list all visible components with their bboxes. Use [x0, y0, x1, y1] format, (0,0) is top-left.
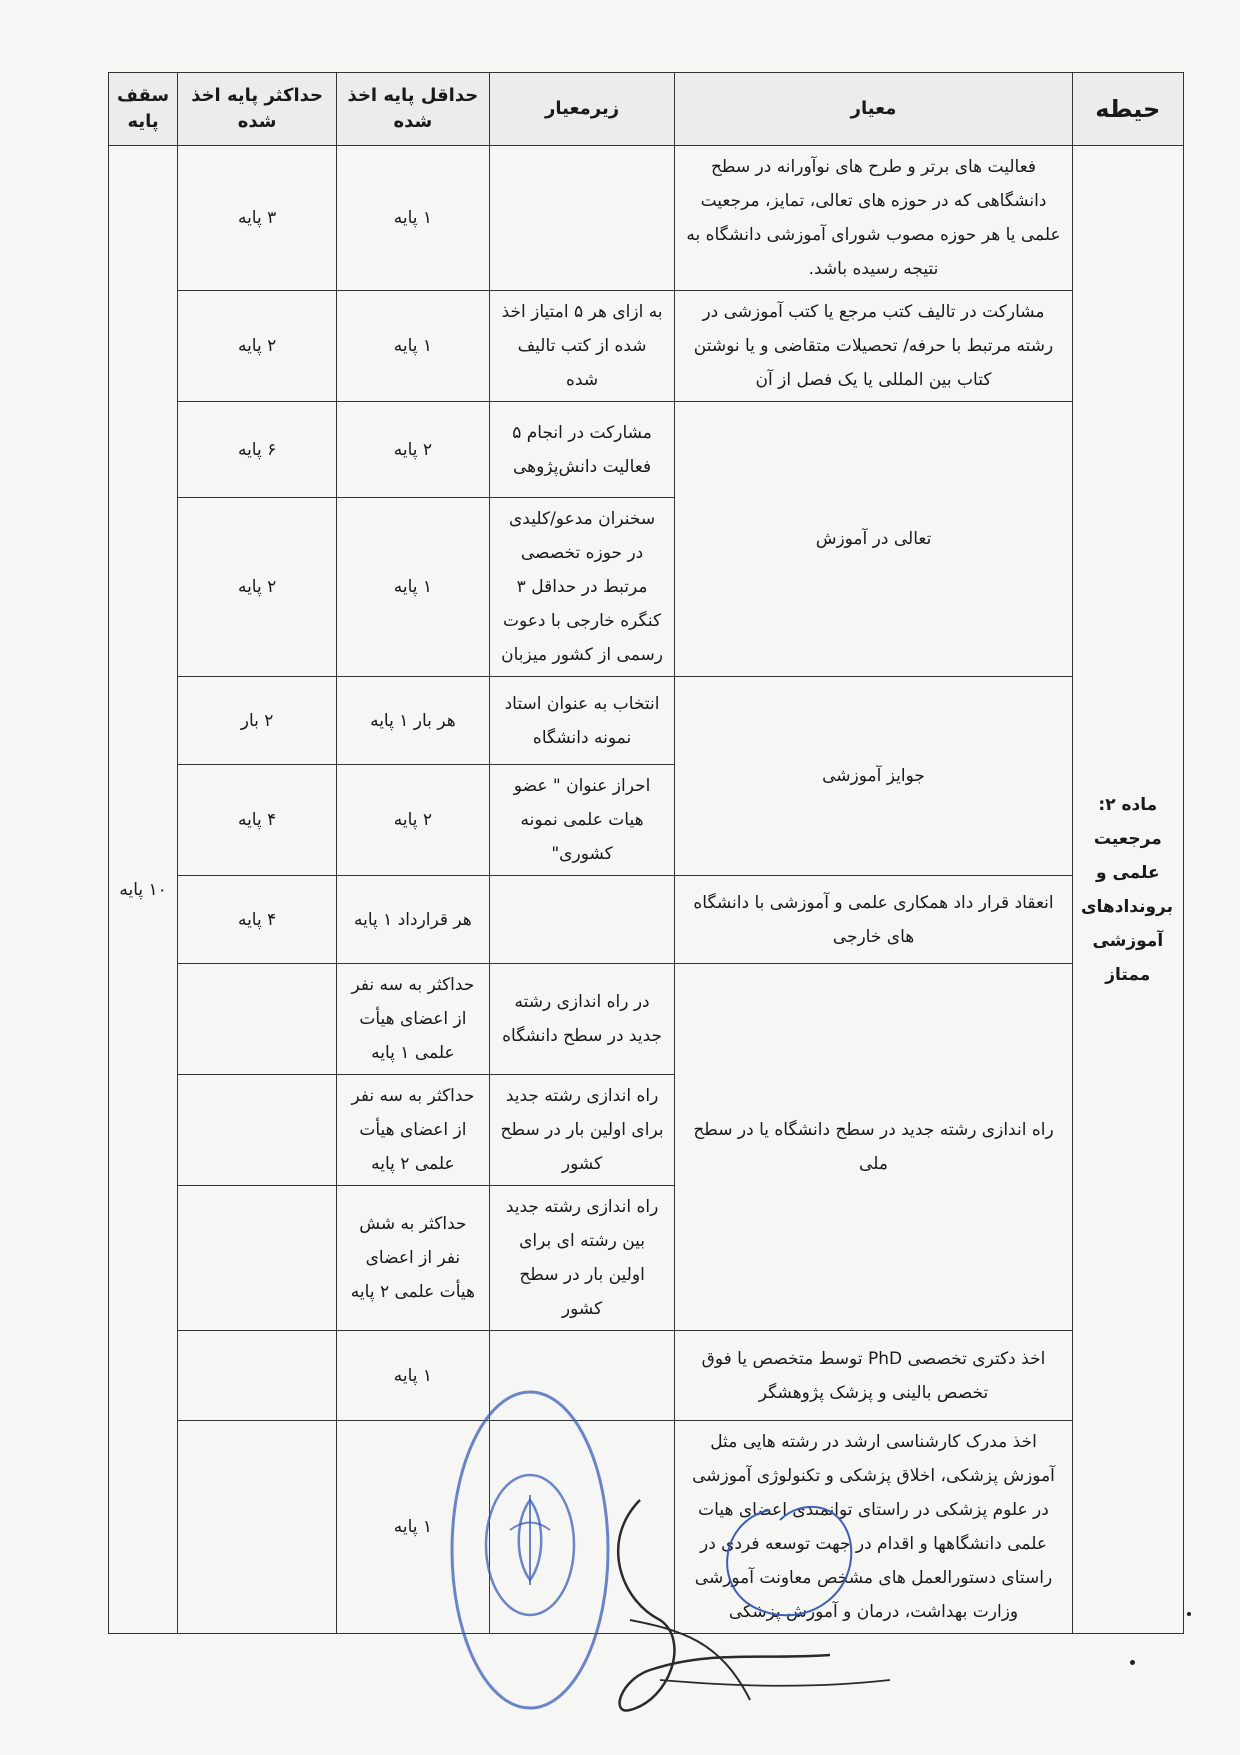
criterion-cell: تعالی در آموزش	[675, 402, 1072, 677]
scan-mark	[1130, 1660, 1135, 1665]
subcriterion-cell: انتخاب به عنوان استاد نمونه دانشگاه	[489, 677, 675, 765]
max-rank-cell	[178, 1331, 337, 1421]
max-rank-cell: ۴ پایه	[178, 876, 337, 964]
min-rank-cell: ۱ پایه	[337, 498, 490, 677]
table-row	[109, 876, 1184, 964]
min-rank-cell: ۲ پایه	[337, 402, 490, 498]
min-rank-cell: هر بار ۱ پایه	[337, 677, 490, 765]
max-rank-cell	[178, 1075, 337, 1186]
table-row	[109, 146, 1184, 291]
min-rank-cell: حداکثر به سه نفر از اعضای هیأت علمی ۲ پایه	[337, 1075, 490, 1186]
table-row	[109, 964, 1184, 1075]
max-rank-cell: ۶ پایه	[178, 402, 337, 498]
max-rank-cell: ۳ پایه	[178, 146, 337, 291]
subcriterion-cell: احراز عنوان " عضو هیات علمی نمونه کشوری"	[489, 765, 675, 876]
min-rank-cell: ۱ پایه	[337, 146, 490, 291]
criterion-cell: راه اندازی رشته جدید در سطح دانشگاه یا در سطح ملی	[675, 964, 1072, 1331]
official-stamp	[440, 1380, 620, 1720]
min-rank-cell: ۲ پایه	[337, 765, 490, 876]
max-rank-cell: ۲ بار	[178, 677, 337, 765]
header-cap: سقف پایه	[109, 73, 178, 146]
header-criterion: معیار	[675, 73, 1072, 146]
max-rank-cell	[178, 1186, 337, 1331]
subcriterion-cell	[489, 876, 675, 964]
table-row	[109, 1331, 1184, 1421]
subcriterion-cell: به ازای هر ۵ امتیاز اخذ شده از کتب تالیف شده	[489, 291, 675, 402]
criterion-cell: فعالیت های برتر و طرح های نوآورانه در سطح دانشگاهی که در حوزه های تعالی، تمایز، مرجعیت علمی یا هر حوزه مصوب شورای آموزشی دانشگاه به نتیجه رسیده باشد.	[675, 146, 1072, 291]
table-row	[109, 402, 1184, 498]
min-rank-cell: ۱ پایه	[337, 1421, 490, 1634]
criterion-cell: اخذ مدرک کارشناسی ارشد در رشته هایی مثل آموزش پزشکی، اخلاق پزشکی و تکنولوژی آموزشی در علوم پزشکی در راستای توانمندی اعضای هیات علمی دانشگاهها و اقدام در جهت توسعه فردی در راستای دستورالعمل های مشخص معاونت آموزشی وزارت بهداشت، درمان و آموزش پزشکی	[675, 1421, 1072, 1634]
criterion-cell: اخذ دکتری تخصصی PhD توسط متخصص یا فوق تخصص بالینی و پزشک پژوهشگر	[675, 1331, 1072, 1421]
subcriterion-cell: در راه اندازی رشته جدید در سطح دانشگاه	[489, 964, 675, 1075]
max-rank-cell	[178, 1421, 337, 1634]
subcriterion-cell: مشارکت در انجام ۵ فعالیت دانش‌پژوهی	[489, 402, 675, 498]
header-domain: حیطه	[1072, 73, 1183, 146]
scan-mark	[1187, 1612, 1191, 1616]
criterion-cell: جوایز آموزشی	[675, 677, 1072, 876]
subcriterion-cell: راه اندازی رشته جدید برای اولین بار در سطح کشور	[489, 1075, 675, 1186]
min-rank-cell: ۱ پایه	[337, 1331, 490, 1421]
signature	[600, 1480, 900, 1730]
table-header-row	[109, 73, 1184, 146]
criterion-cell: انعقاد قرار داد همکاری علمی و آموزشی با دانشگاه های خارجی	[675, 876, 1072, 964]
criterion-cell: مشارکت در تالیف کتب مرجع یا کتب آموزشی در رشته مرتبط با حرفه/ تحصیلات متقاضی و یا نوشتن کتاب بین المللی یا یک فصل از آن	[675, 291, 1072, 402]
min-rank-cell: حداکثر به شش نفر از اعضای هیأت علمی ۲ پایه	[337, 1186, 490, 1331]
table-row	[109, 677, 1184, 765]
min-rank-cell: ۱ پایه	[337, 291, 490, 402]
max-rank-cell: ۲ پایه	[178, 291, 337, 402]
header-subcriterion: زیرمعیار	[489, 73, 675, 146]
max-rank-cell: ۴ پایه	[178, 765, 337, 876]
subcriterion-cell	[489, 146, 675, 291]
subcriterion-cell: سخنران مدعو/کلیدی در حوزه تخصصی مرتبط در حداقل ۳ کنگره خارجی با دعوت رسمی از کشور میزبان	[489, 498, 675, 677]
criteria-table	[108, 72, 1184, 1634]
max-rank-cell	[178, 964, 337, 1075]
min-rank-cell: حداکثر به سه نفر از اعضای هیأت علمی ۱ پایه	[337, 964, 490, 1075]
header-max-rank: حداکثر پایه اخذ شده	[178, 73, 337, 146]
domain-cell: ماده ۲: مرجعیت علمی و بروندادهای آموزشی ممتاز	[1072, 146, 1183, 1634]
header-min-rank: حداقل پایه اخذ شده	[337, 73, 490, 146]
subcriterion-cell: راه اندازی رشته جدید بین رشته ای برای اولین بار در سطح کشور	[489, 1186, 675, 1331]
min-rank-cell: هر قرارداد ۱ پایه	[337, 876, 490, 964]
max-rank-cell: ۲ پایه	[178, 498, 337, 677]
cap-cell: ۱۰ پایه	[109, 146, 178, 1634]
table-row	[109, 291, 1184, 402]
